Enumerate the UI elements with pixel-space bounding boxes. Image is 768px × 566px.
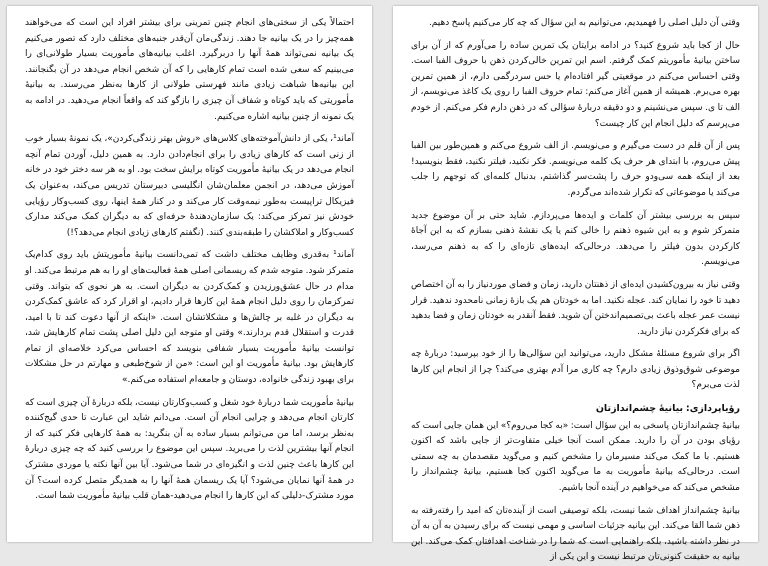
right-paragraph-7: بیانیهٔ چشم‌اندازتان پاسخی به این سؤال است: «به کجا می‌روم؟» این همان جایی است که رؤیای بودن در آن را دارید. ممکن است آنجا خیلی متفاوت‌تر از جایی باشد که اکنون هستیم. با ما کمک می‌کند مسیرمان را مشخص کنیم و می‌گوید مقصدمان به چه سمتی است. درحالی‌که بیانیهٔ مأموریت به ما می‌گوید اکنون کجا هستیم، بیانیهٔ چشم‌انداز را مشخص می‌کند که می‌خواهیم در آینده آنجا باشیم.: [411, 420, 740, 494]
right-paragraph-3: پس از آن قلم در دست می‌گیرم و می‌نویسم. از الف شروع می‌کنم و همین‌طور بین الفبا پیش می‌روم، با ابتدای هر حرف یک کلمه می‌نویسم. فکر نکنید، فیلتر نکنید، فقط بنویسید! بعد از اینکه همه سی‌ودو حرف را پشت‌سر گذاشتم، بدنبال کلمه‌ای که توجهم را جلب می‌کند یا موضوعاتی که تکرار شده‌اند می‌گردم.: [411, 141, 740, 198]
right-page-text: [411, 16, 740, 566]
right-page: [393, 6, 758, 563]
right-paragraph-6: اگر برای شروع مسئلهٔ مشکل دارید، می‌توانید این سؤالی‌ها را از خود بپرسید: دربارهٔ چه موضوعی شوق‌وذوق زیادی دارم؟ چه کاری مرا آدم بهتری می‌کند؟ چرا از انجام این کارها لذت می‌برم؟: [411, 349, 740, 391]
section-heading: رؤیاپردازی: بیانیهٔ چشم‌اندازتان: [595, 403, 740, 415]
left-paragraph-2: آماند¹، یکی از دانش‌آموخته‌های کلاس‌های «روش بهتر زندگی‌کردن»، یک نمونهٔ بسیار خوب از زنی است که کارهای زیادی را برای انجام‌دادن دارد. به همین دلیل، آوردن تمام آنچه انجام می‌دهد در یک بیانیهٔ مأموریت کوتاه برایش سخت بود. او به هر سه دختر خود در خانه آموزش می‌دهد، در انجمن معلمان‌شان انگلیسی دبیرستان تدریس می‌کند، به‌عنوان یک فیزیکال تراپیست به‌طور نیمه‌وقت کار می‌کند و در کنار همهٔ اینها، روی کسب‌وکار رؤیایی خودش نیز تمرکز می‌کند: یک سازمان‌دهندهٔ حرفه‌ای که به دیگران کمک می‌کند مدارک کسب‌وکار و املاکشان را طبقه‌بندی کنند. (نگفتم کارهای زیادی انجام می‌دهد؟!): [25, 134, 354, 238]
left-paragraph-4: بیانیهٔ مأموریت شما دربارهٔ خود شغل و کسب‌وکارتان نیست، بلکه دربارهٔ آن چیزی است که کارتان انجام می‌دهد و چرایی انجام آن است. می‌دانم شاید این عبارت تا حدی گیج‌کننده به‌نظر برسد، اما من می‌توانم بسیار ساده به آن بنگرید: به همهٔ کارهایی فکر کنید که از انجام آنها بیشترین لذت را می‌برید. سپس این موضوع را بررسی کنید که چه چیزی دربارهٔ این کارها باعث چنین لذت و انگیزه‌ای در شما می‌شود. آیا بین آنها نکته یا موردی مشترک در همهٔ آنها نمایان می‌شود؟ آیا یک ریسمان همهٔ آنها را به همدیگر متصل کرده است؟ آن مورد مشترک-دلیلی که این کارها را انجام می‌دهید-همان قلب بیانیهٔ مأموریت شما است.: [25, 397, 354, 502]
right-paragraph-1: وقتی آن دلیل اصلی را فهمیدیم، می‌توانیم به این سؤال که چه کار می‌کنیم پاسخ دهیم.: [428, 18, 740, 28]
left-page: [7, 6, 372, 542]
right-paragraph-2: حال از کجا باید شروع کنید؟ در ادامه برایتان یک تمرین ساده را می‌آورم که از آن برای ساختن بیانیهٔ مأموریتم کمک گرفتم. اسم این تمرین خالی‌کردن ذهن با حروف الفبا است. وقتی احساس می‌کنم در موقعیتی گیر افتاده‌ام یا حس سردرگمی دارم، از همین تمرین بهره می‌برم. همیشه از همین آغاز می‌کنم: تمام حروف الفبا را روی یک کاغذ می‌نویسم، از الف تا ی. سپس می‌نشینم و دو دقیقه دربارهٔ سؤالی که در ذهن دارم فکر می‌کنم. از خودم می‌پرسم که دلیل انجام این کار چیست؟: [411, 40, 740, 129]
left-paragraph-3: آماند¹ به‌قدری وظایف مختلف داشت که تمی‌دانست بیانیهٔ مأموریتش باید روی کدام‌یک متمرکز شود. متوجه شدم که ریسمانی اصلی همهٔ فعالیت‌های او را به هم مرتبط می‌کند. او مدام در حال عشق‌ورزیدن و کمک‌کردن به دیگران است. به هر نحوی که بتواند. وقتی تمرکزمان را روی دلیل انجام همهٔ این کارها قرار دادیم، او اقرار کرد که عاشق کمک‌کردن به دیگران در غلبه بر چالش‌ها و مشکلاتشان است. «اینکه از آنها دعوت کند تا با امید، قدرت و استقلال قدم بردارند.» وقتی او متوجه این دلیل اصلی پشت تمام کارهایش شد، توانست بیانیهٔ مأموریت بسیار شفافی بنویسد که احساس می‌کرد خلاصه‌ای از تمام کارهایش بود. بیانیهٔ مأموریت او این است: «من از شوخ‌طبعی و مهارتم در حل مشکلات برای بهبود زندگی خانواده، دوستان و جامعه‌ام استفاده می‌کنم.»: [25, 250, 354, 386]
left-page-text: [25, 16, 354, 505]
right-paragraph-8: بیانیهٔ چشم‌انداز اهداف شما نیست، بلکه توصیفی است از آینده‌تان که امید را رفته‌رفته به ذهن شما القا می‌کند. این بیانیه جزئیات اساسی و مهمی نیست که برای رسیدن به آن به آن در نظر داشته باشید، بلکه راهنمایی است که شما را در شناخت اهدافتان کمک می‌کند. این بیانیه به حقیقت کنونی‌تان مرتبط نیست و این یکی از: [411, 505, 740, 563]
right-paragraph-4: سپس به بررسی بیشتر آن کلمات و ایده‌ها می‌پردازم. شاید حتی بر آن موضوع جدید متمرکز شوم و به این شیوه ذهنم را خالی کنم یا یک نقشهٔ ذهنی بسازم که به این آجاهٔ کارکردن بدون فیلتر را می‌دهد. درحالی‌که ایده‌های تازه‌ای را که به ذهنم می‌رسد، می‌نویسم.: [411, 210, 740, 268]
right-paragraph-5: وقتی نیاز به بیرون‌کشیدن ایده‌ای از ذهنتان دارید، زمان و فضای موردنیاز را به آن اختصاص دهید تا خود را نمایان کند. عجله نکنید. اما به خودتان هم یک بازهٔ زمانی نامحدود ندهید. قرار نیست عمر عجله باعث بی‌تصمیم‌اندختن آن شوید. فقط آنقدر به خودتان زمان و فضا بدهید که برای فکرکردن نیاز دارید.: [411, 279, 740, 337]
left-paragraph-1: احتمالاً یکی از سختی‌های انجام چنین تمرینی برای بیشتر افراد این است که می‌خواهند همه‌چیز را در یک بیانیه جا دهند. زندگی‌مان آن‌قدر جنبه‌های مختلف دارد که تصور می‌کنیم یک بیانیه نمی‌تواند همهٔ آنها را دربرگیرد. اغلب بیانیه‌های مأموریت بسیار طولانی‌ای را می‌بینیم که سعی شده است تمام کارهایی را که آن شخص انجام می‌دهد در آن بگنجانند. این بیانیه‌ها شباهت زیادی مانند فهرستی طولانی از کارها به‌نظر می‌رسند. به بیانیهٔ مأموریتی که باید کوتاه و شفاف آن چیزی را بازگو کند که واقعاً انجام می‌دهید. در ادامه به یک نمونه از چنین بیانیه اشاره می‌کنیم.: [25, 18, 354, 122]
